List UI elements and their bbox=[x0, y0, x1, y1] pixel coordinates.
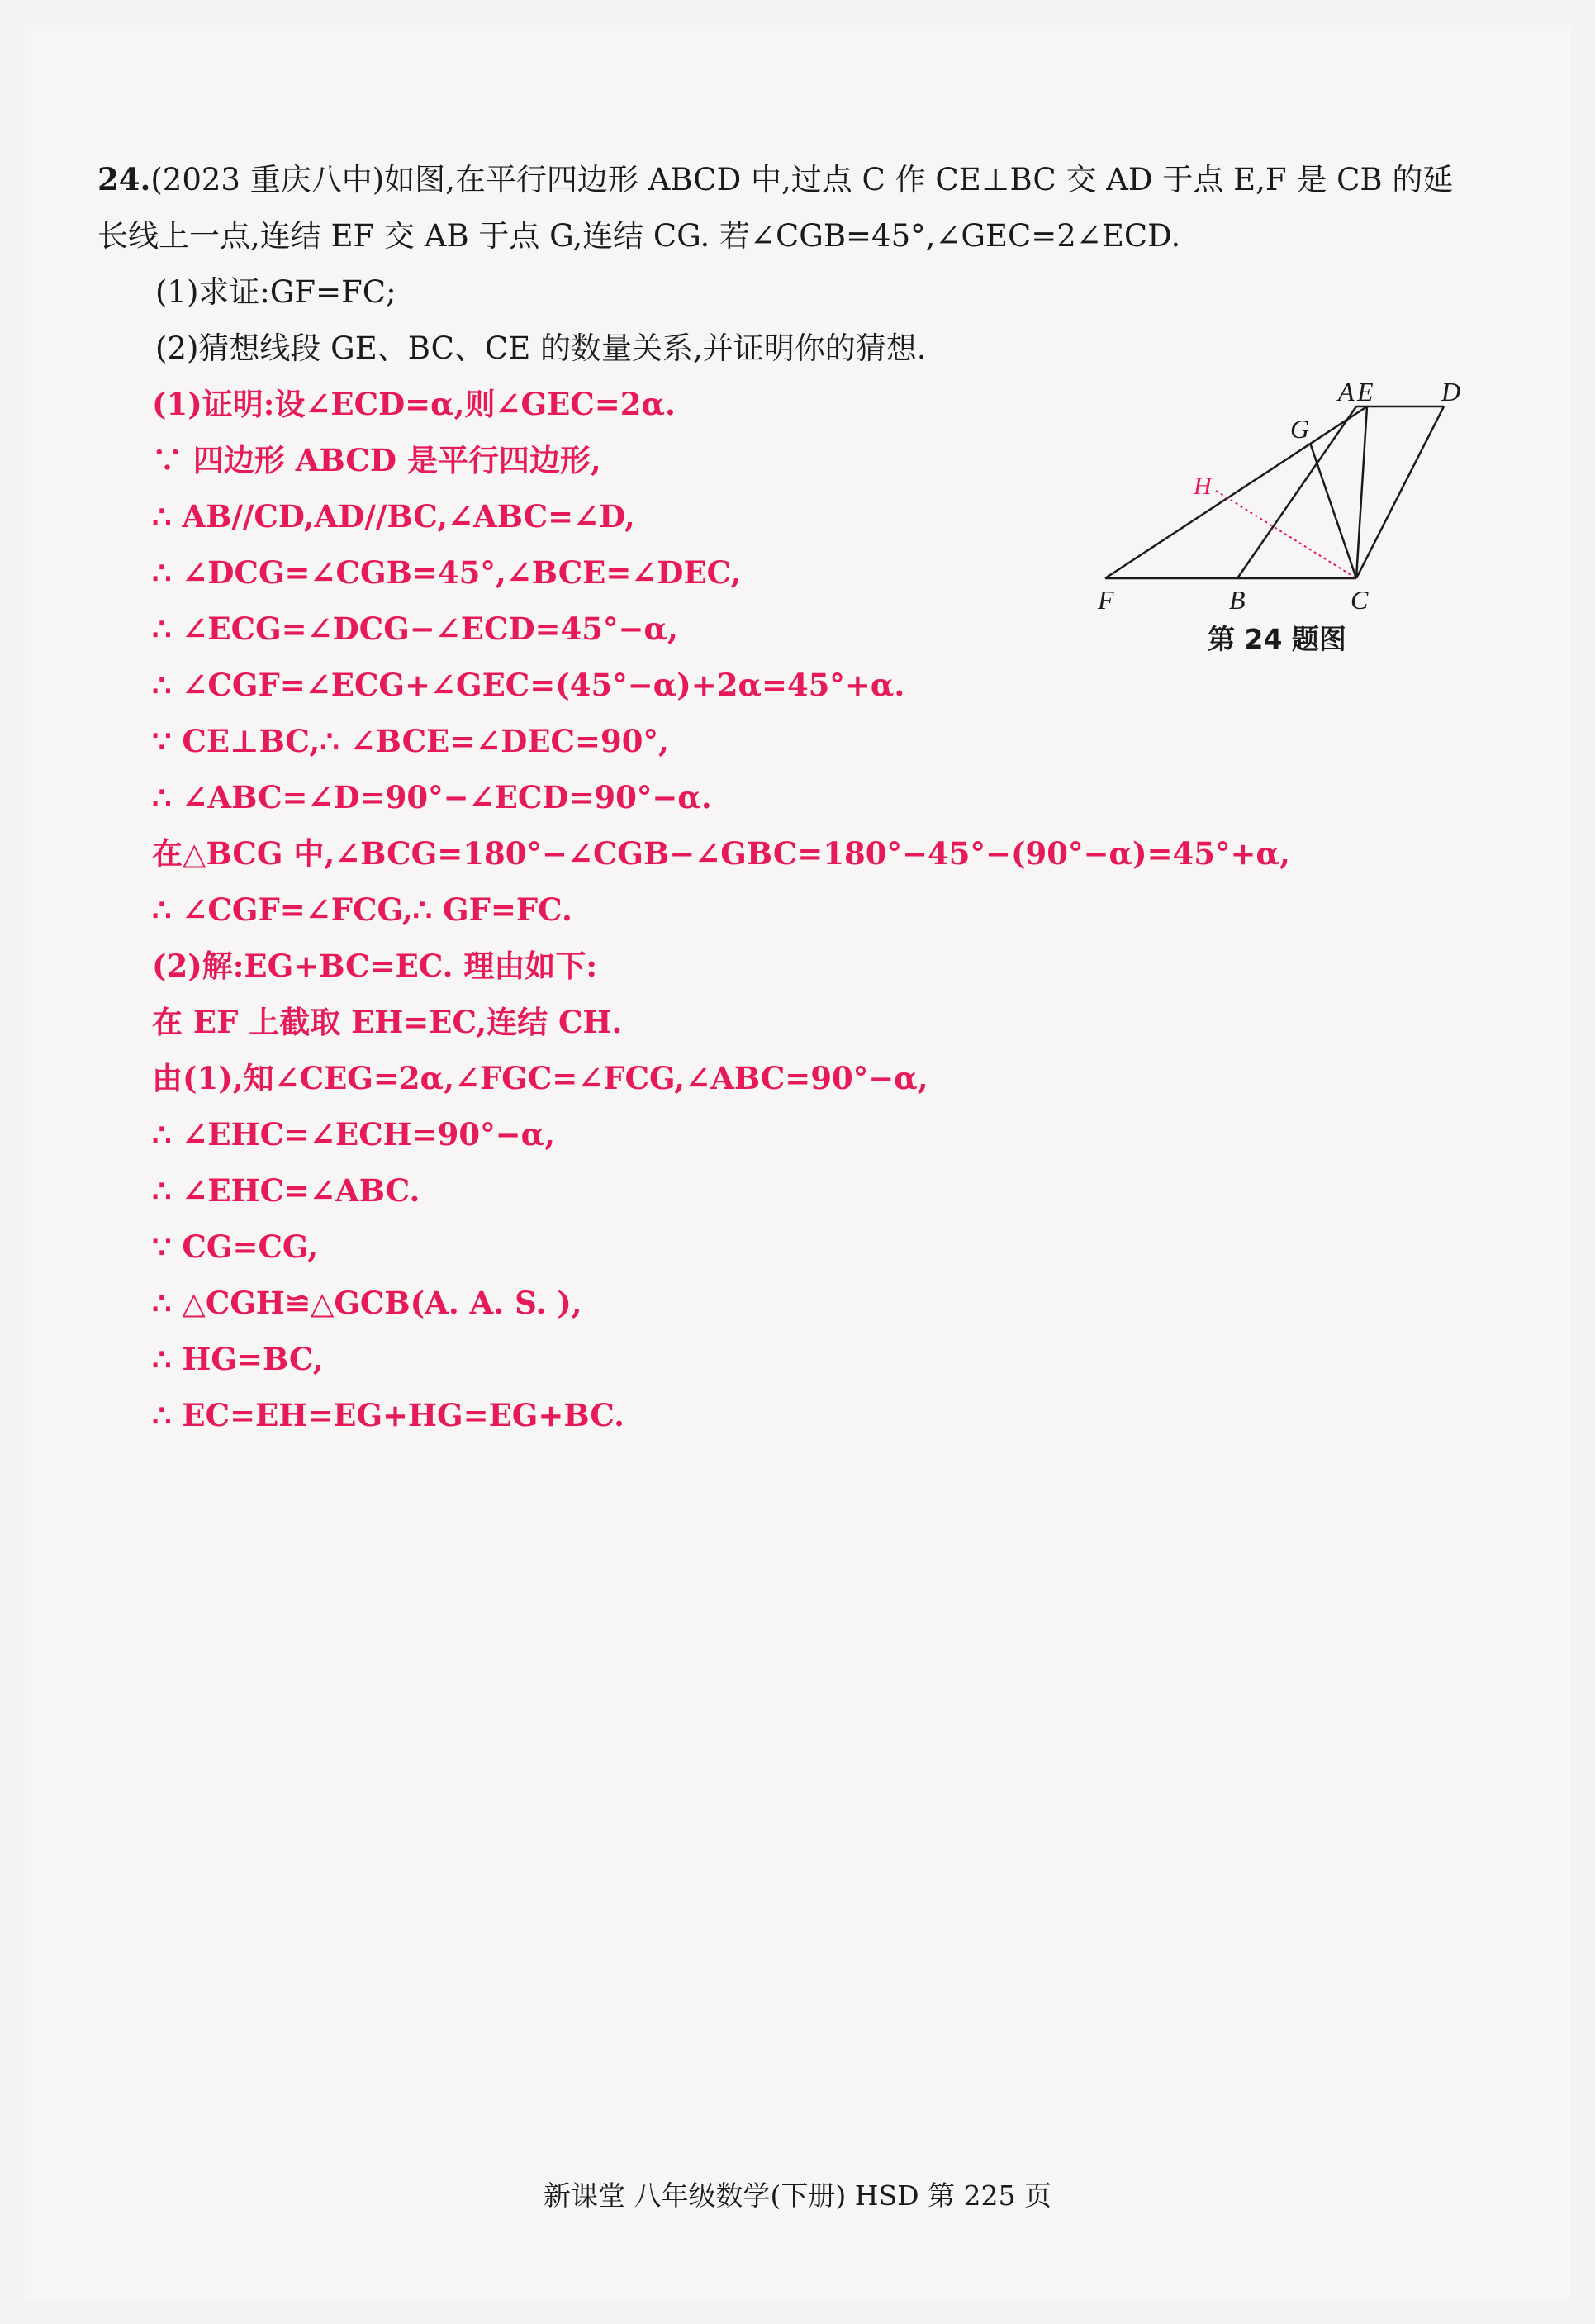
figure-caption: 第 24 题图 bbox=[1208, 623, 1346, 655]
solution-line: ∴ AB//CD,AD//BC,∠ABC=∠D, bbox=[152, 498, 635, 535]
segment-CD bbox=[1356, 406, 1444, 578]
segment-CG bbox=[1310, 443, 1356, 578]
label-A: A bbox=[1338, 377, 1355, 406]
label-E: E bbox=[1357, 377, 1374, 406]
label-B: B bbox=[1229, 585, 1246, 615]
solution-line: ∴ △CGH≌△GCB(A. A. S. ), bbox=[152, 1285, 582, 1321]
segment-CE bbox=[1356, 406, 1367, 578]
problem-line-2: 长线上一点,连结 EF 交 AB 于点 G,连结 CG. 若∠CGB=45°,∠GEC=2∠ECD. bbox=[97, 218, 1181, 254]
solution-line: 由(1),知∠CEG=2α,∠FGC=∠FCG,∠ABC=90°−α, bbox=[152, 1060, 928, 1096]
solution-line: ∴ EC=EH=EG+HG=EG+BC. bbox=[152, 1397, 625, 1433]
problem-part-2: (2)猜想线段 GE、BC、CE 的数量关系,并证明你的猜想. bbox=[155, 330, 927, 366]
solution-line: 在 EF 上截取 EH=EC,连结 CH. bbox=[152, 1004, 623, 1040]
label-C: C bbox=[1351, 585, 1369, 615]
solution-line: ∵ CE⊥BC,∴ ∠BCE=∠DEC=90°, bbox=[152, 723, 669, 759]
solution-line: ∴ ∠EHC=∠ECH=90°−α, bbox=[152, 1116, 555, 1152]
label-F: F bbox=[1098, 585, 1114, 615]
solution-line: ∴ HG=BC, bbox=[152, 1341, 324, 1377]
label-H: H bbox=[1194, 473, 1212, 500]
label-G: G bbox=[1290, 414, 1310, 444]
geometry-diagram bbox=[1090, 376, 1470, 624]
problem-text-1: (2023 重庆八中)如图,在平行四边形 ABCD 中,过点 C 作 CE⊥BC 交 AD 于点 E,F 是 CB 的延 bbox=[150, 162, 1454, 197]
solution-line: ∴ ∠CGF=∠FCG,∴ GF=FC. bbox=[152, 891, 572, 928]
question-number: 24. bbox=[97, 161, 151, 197]
problem-statement bbox=[97, 151, 1485, 377]
solution-line: (2)解:EG+BC=EC. 理由如下: bbox=[152, 948, 598, 984]
solution-line: ∴ ∠ABC=∠D=90°−∠ECD=90°−α. bbox=[152, 779, 712, 815]
label-D: D bbox=[1441, 377, 1461, 406]
solution-line: ∴ ∠ECG=∠DCG−∠ECD=45°−α, bbox=[152, 611, 678, 647]
page-footer: 新课堂 八年级数学(下册) HSD 第 225 页 bbox=[543, 2179, 1052, 2212]
problem-line-1 bbox=[97, 151, 1485, 208]
solution-line: ∴ ∠EHC=∠ABC. bbox=[152, 1172, 420, 1209]
solution-line: (1)证明:设∠ECD=α,则∠GEC=2α. bbox=[152, 386, 676, 422]
solution-line: ∴ ∠DCG=∠CGB=45°,∠BCE=∠DEC, bbox=[152, 554, 742, 591]
segment-CH-dotted bbox=[1216, 491, 1356, 578]
solution-line: 在△BCG 中,∠BCG=180°−∠CGB−∠GBC=180°−45°−(90°−α)=45°+α, bbox=[152, 835, 1290, 872]
solution-line: ∵ CG=CG, bbox=[152, 1229, 319, 1265]
problem-part-1: (1)求证:GF=FC; bbox=[155, 274, 396, 310]
solution-line: ∴ ∠CGF=∠ECG+∠GEC=(45°−α)+2α=45°+α. bbox=[152, 667, 905, 703]
solution-line: ∵ 四边形 ABCD 是平行四边形, bbox=[152, 442, 601, 478]
